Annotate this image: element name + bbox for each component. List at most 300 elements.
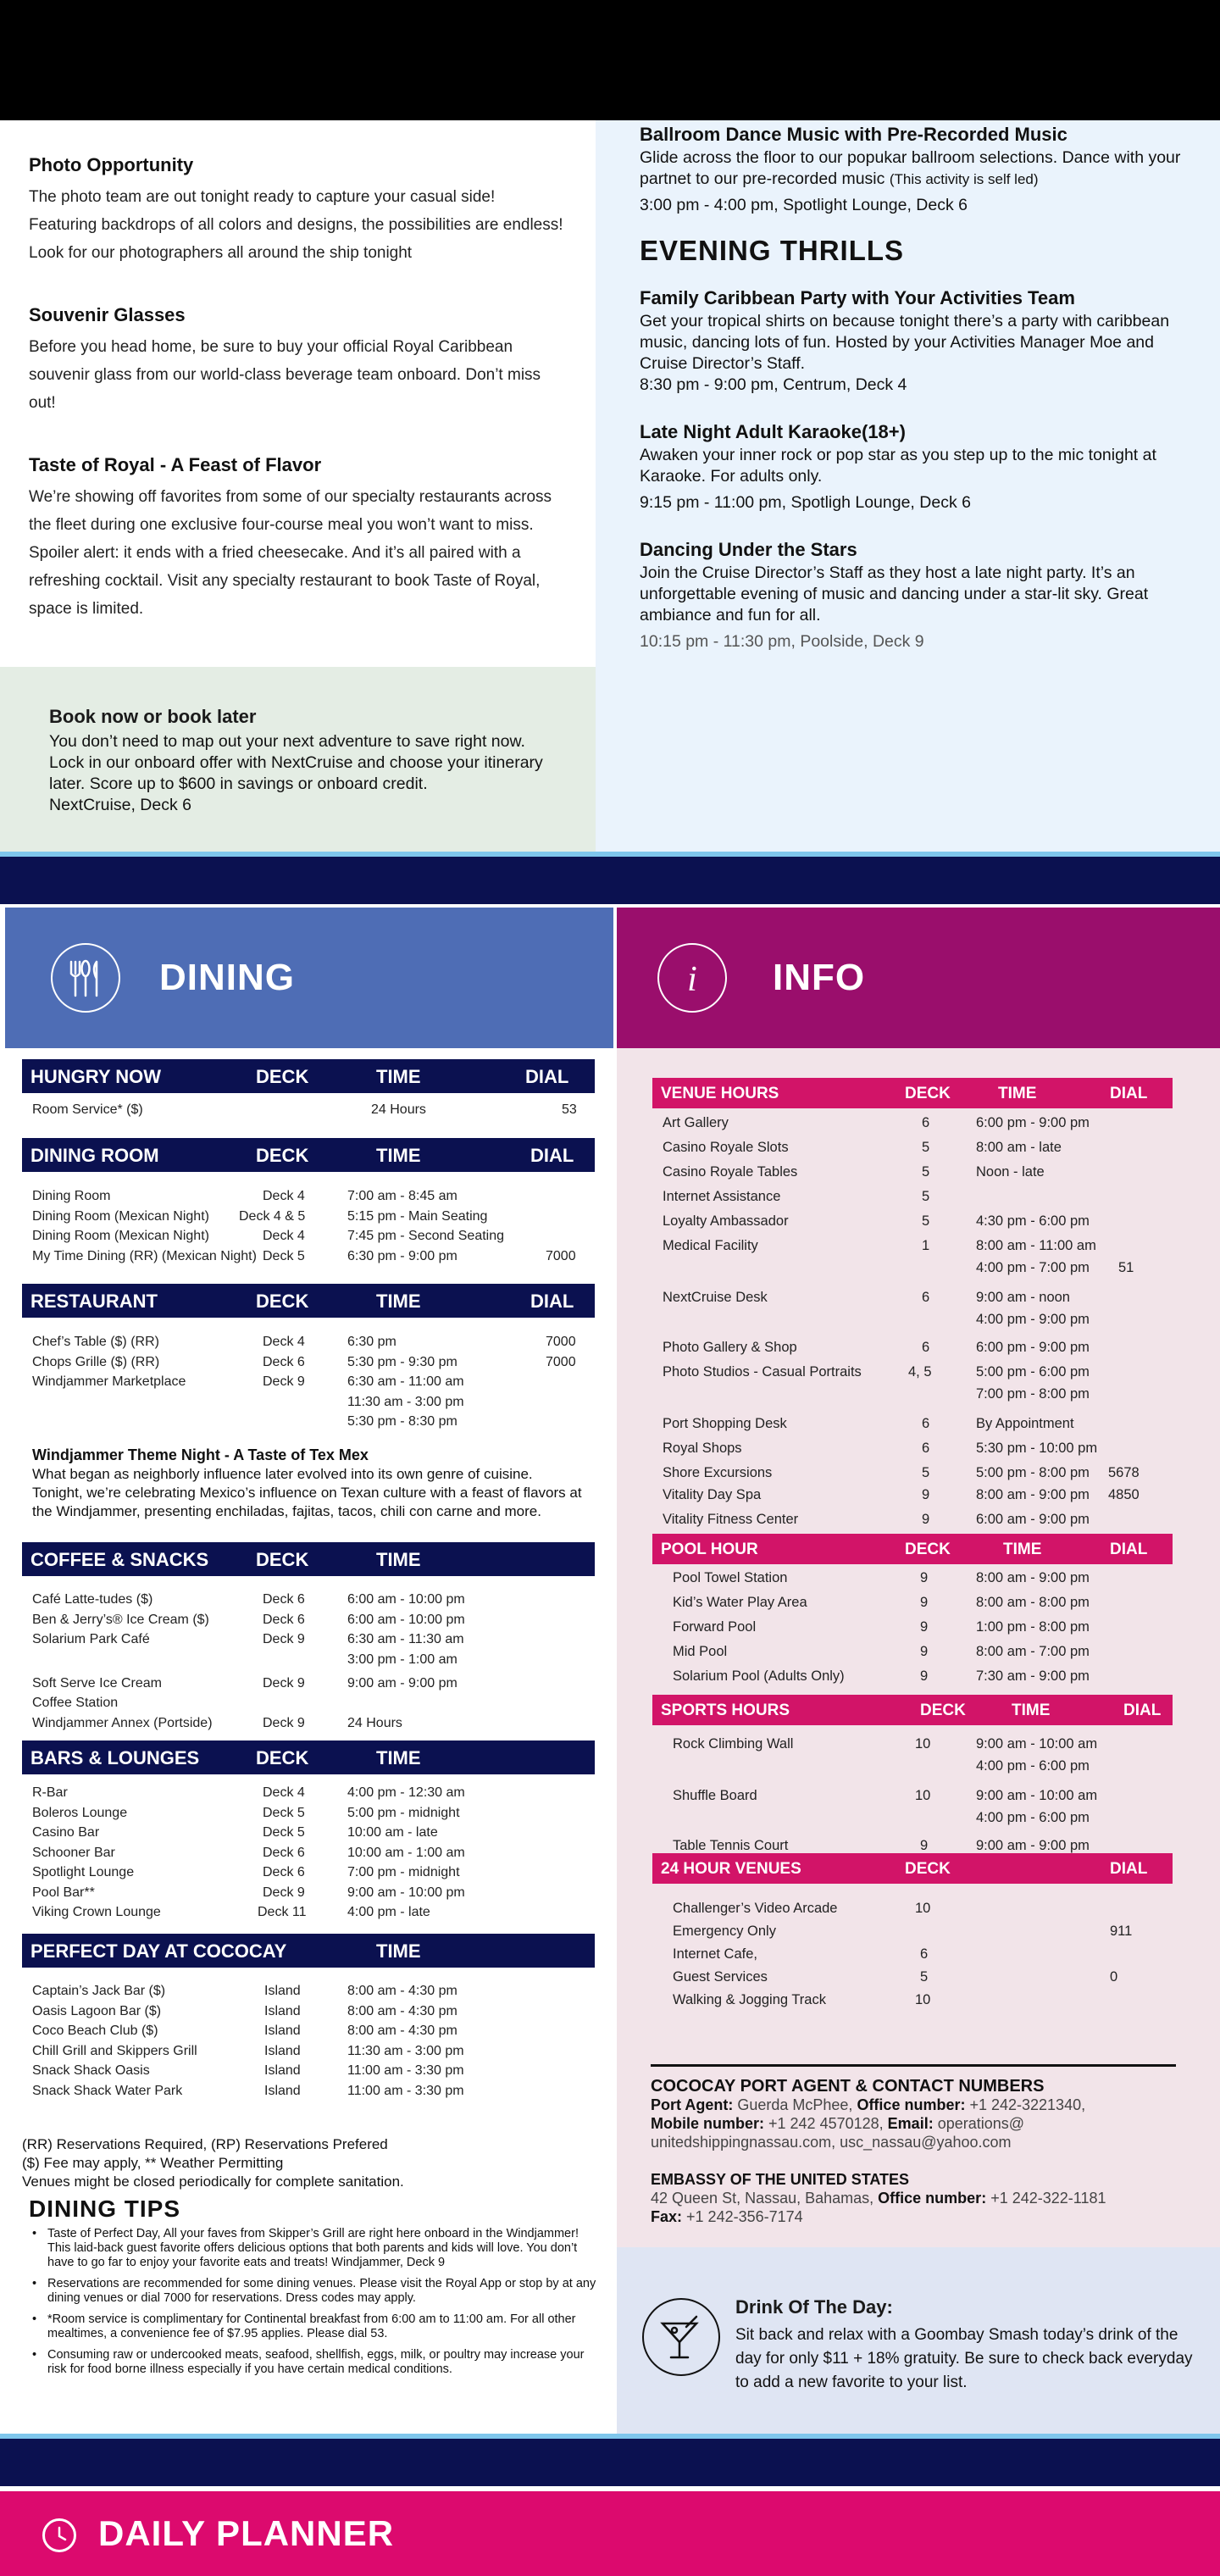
table-cell: 5:00 pm - 6:00 pm <box>976 1364 1090 1380</box>
table-cell: DECK <box>256 1066 309 1087</box>
table-row <box>32 2081 591 2101</box>
table-cell: Viking Crown Lounge <box>32 1905 161 1919</box>
table-row <box>32 1783 591 1803</box>
navy-band <box>0 857 1220 904</box>
table-cell: 4:00 pm - 7:00 pm <box>976 1260 1090 1275</box>
table-cell: Rock Climbing Wall <box>673 1736 794 1752</box>
table-row <box>32 1883 591 1903</box>
event-text: Awaken your inner rock or pop star as you step up to the mic tonight at Karaoke. For adults only. <box>640 446 1156 486</box>
table-row <box>673 1732 1173 1754</box>
table-cell: 8:00 am - late <box>976 1140 1062 1155</box>
table-cell: Oasis Lagoon Bar ($) <box>32 2003 162 2018</box>
svg-text:i: i <box>687 960 697 999</box>
table-cell: 7:45 pm - Second Seating <box>347 1229 505 1243</box>
table-row <box>32 1650 591 1674</box>
table-cell: TIME <box>376 1940 421 1962</box>
table-cell: 4:30 pm - 6:00 pm <box>976 1213 1090 1229</box>
daily-planner-band <box>0 2491 1220 2576</box>
footnote: (RR) Reservations Required, (RP) Reservations Prefered <box>22 2136 388 2152</box>
table-cell: Snack Shack Oasis <box>32 2063 150 2078</box>
table-cell: 5 <box>922 1164 930 1180</box>
table-cell: Table Tennis Court <box>673 1838 789 1853</box>
table-cell: DIAL <box>530 1291 574 1312</box>
table-cell: 5:15 pm - Main Seating <box>347 1208 488 1224</box>
table-cell: 9 <box>920 1838 929 1853</box>
table-cell: 5:30 pm - 10:00 pm <box>976 1441 1098 1456</box>
ballroom-title: Ballroom Dance Music with Pre-Recorded Music <box>640 124 1068 145</box>
pool-hour-rows <box>673 1566 1173 1689</box>
table-cell: Port Shopping Desk <box>663 1416 787 1431</box>
event-meta: 10:15 pm - 11:30 pm, Poolside, Deck 9 <box>640 632 924 651</box>
table-cell: 4:00 pm - 12:30 am <box>347 1785 465 1800</box>
table-cell: SPORTS HOURS <box>661 1702 790 1719</box>
table-row <box>663 1256 1171 1285</box>
tip-item: • Reservations are recommended for some dining venues. Please visit the Royal App or stop by at any dining venues or dial 7000 for reservations. Dress codes may apply. <box>29 2277 596 2306</box>
table-cell: 5678 <box>1108 1465 1140 1480</box>
ballroom-meta: 3:00 pm - 4:00 pm, Spotlight Lounge, Deck 6 <box>640 196 968 214</box>
contact-rule <box>651 2064 1176 2067</box>
table-cell: 6 <box>922 1290 930 1305</box>
table-row <box>663 1483 1171 1507</box>
dining-title: DINING <box>159 957 295 998</box>
table-cell: TIME <box>998 1085 1037 1102</box>
table-cell: Internet Cafe, <box>673 1946 757 1962</box>
table-cell: Coffee Station <box>32 1696 119 1710</box>
activity-text: Before you head home, be sure to buy your official Royal Caribbean souvenir glass from our world-class beverage team onboard. Don’t miss out! <box>29 338 541 412</box>
table-cell: 0 <box>1110 1969 1118 1985</box>
book-now-title: Book now or book later <box>49 706 257 727</box>
fork-knife-icon <box>51 943 120 1013</box>
table-cell: Chops Grille ($) (RR) <box>32 1354 160 1369</box>
embassy-title: EMBASSY OF THE UNITED STATES <box>651 2171 910 2188</box>
table-cell: 10 <box>915 1992 931 2007</box>
table-row <box>32 2041 591 2062</box>
table-cell: HUNGRY NOW <box>30 1066 161 1087</box>
table-cell: 7:00 pm - midnight <box>347 1865 460 1879</box>
book-now-text: You don’t need to map out your next adventure to save right now. Lock in our onboard offer with NextCruise and choose your itinerary later. Score up to $600 in savings or onboard credit. <box>49 732 543 793</box>
table-cell: DECK <box>256 1747 309 1768</box>
table-cell: Mid Pool <box>673 1644 728 1659</box>
table-row <box>32 1372 591 1392</box>
table-row <box>32 1610 591 1630</box>
table-cell: Medical Facility <box>663 1238 758 1253</box>
table-cell: Deck 6 <box>263 1592 305 1607</box>
table-cell: Pool Towel Station <box>673 1570 788 1585</box>
table-cell: DIAL <box>1110 1085 1148 1102</box>
table-cell: 6 <box>922 1115 930 1130</box>
dining-room-rows <box>32 1186 591 1266</box>
table-row <box>673 1784 1173 1806</box>
table-row <box>663 1135 1171 1160</box>
table-cell: Island <box>264 2083 301 2098</box>
footnote: Venues might be closed periodically for complete sanitation. <box>22 2174 404 2190</box>
table-cell: 4:00 pm - 9:00 pm <box>976 1312 1090 1327</box>
table-row <box>32 1226 591 1246</box>
table-cell: 8:00 am - 11:00 am <box>976 1238 1096 1253</box>
table-row <box>32 1823 591 1843</box>
table-cell: Snack Shack Water Park <box>32 2083 183 2098</box>
table-row <box>32 1803 591 1824</box>
table-cell: Island <box>264 2003 301 2018</box>
table-row <box>663 1307 1171 1335</box>
table-cell: 5 <box>922 1213 930 1229</box>
table-cell: 5 <box>922 1140 930 1155</box>
dining-footnotes <box>22 2135 581 2191</box>
table-cell: 9 <box>920 1595 929 1610</box>
table-row <box>32 1590 591 1610</box>
table-cell: TIME <box>376 1066 421 1087</box>
contact-title: COCOCAY PORT AGENT & CONTACT NUMBERS <box>651 2077 1045 2096</box>
table-row <box>673 1640 1173 1664</box>
table-row <box>673 1664 1173 1689</box>
table-cell: Island <box>264 2024 301 2038</box>
event-title: Late Night Adult Karaoke(18+) <box>640 421 906 442</box>
table-cell: 6:00 pm - 9:00 pm <box>976 1115 1090 1130</box>
table-cell: DIAL <box>1110 1860 1148 1878</box>
table-cell: 5 <box>922 1189 930 1204</box>
table-cell: 9:00 am - 9:00 pm <box>976 1838 1090 1853</box>
table-cell: 6:00 am - 10:00 pm <box>347 1612 465 1627</box>
coffee-snacks-header <box>22 1542 595 1576</box>
port-agent-line: Port Agent: Guerda McPhee, Office number: +1 242-3221340, <box>651 2096 1086 2113</box>
table-cell: 24 Hours <box>347 1715 402 1730</box>
table-row <box>32 1713 591 1734</box>
table-cell: 11:00 am - 3:30 pm <box>347 2083 464 2098</box>
table-cell: 6:30 am - 11:30 am <box>347 1632 464 1646</box>
bars-lounges-header <box>22 1740 595 1774</box>
table-cell: Challenger’s Video Arcade <box>673 1901 838 1916</box>
table-cell: BARS & LOUNGES <box>30 1747 200 1768</box>
table-cell: 5:00 pm - midnight <box>347 1805 460 1820</box>
table-cell: Vitality Fitness Center <box>663 1512 799 1527</box>
table-row <box>673 1566 1173 1591</box>
pool-hour-header <box>652 1534 1173 1564</box>
table-row <box>32 1246 591 1267</box>
table-cell: Café Latte-tudes ($) <box>32 1592 153 1607</box>
table-cell: Coco Beach Club ($) <box>32 2024 158 2038</box>
table-row <box>32 1981 591 2001</box>
table-cell: Vitality Day Spa <box>663 1487 762 1502</box>
table-cell: Deck 9 <box>263 1885 305 1900</box>
restaurant-rows <box>32 1332 591 1432</box>
tip-item: • *Room service is complimentary for Continental breakfast from 6:00 am to 11:00 am. For all other mealtimes, a convenience fee of $7.95 applies. Please dial 53. <box>29 2312 596 2341</box>
table-cell: Photo Gallery & Shop <box>663 1340 797 1355</box>
cococay-header <box>22 1934 595 1968</box>
evening-thrills-heading: EVENING THRILLS <box>640 235 905 266</box>
table-cell: Deck 6 <box>263 1612 305 1627</box>
table-cell: Casino Royale Tables <box>663 1164 798 1180</box>
table-cell: DINING ROOM <box>30 1145 159 1166</box>
table-row <box>32 1100 591 1120</box>
embassy-address: 42 Queen St, Nassau, Bahamas, Office number: +1 242-322-1181 <box>651 2190 1106 2207</box>
table-cell: Boleros Lounge <box>32 1805 128 1820</box>
activity-text: We’re showing off favorites from some of our specialty restaurants across the fleet during one exclusive four-course meal you won’t want to miss. Spoiler alert: it ends with a fried cheesecake. And it’s all paired with a refreshing cocktail. Visit any specialty restaurant to book Taste of Royal, space is limited. <box>29 488 552 618</box>
table-cell: POOL HOUR <box>661 1541 758 1558</box>
table-cell: 7000 <box>546 1335 576 1349</box>
event-item <box>640 421 1183 514</box>
table-row <box>32 1207 591 1227</box>
table-cell: TIME <box>376 1145 421 1166</box>
table-row <box>663 1507 1171 1532</box>
table-row <box>663 1382 1171 1412</box>
restaurant-header <box>22 1284 595 1318</box>
table-cell: 4, 5 <box>908 1364 932 1380</box>
table-row <box>673 1754 1173 1784</box>
table-cell: Forward Pool <box>673 1619 757 1635</box>
table-cell: 5:00 pm - 8:00 pm <box>976 1465 1090 1480</box>
table-cell: Island <box>264 2063 301 2078</box>
table-cell: 911 <box>1110 1924 1133 1939</box>
table-cell: 8:00 am - 4:30 pm <box>347 2024 458 2038</box>
table-cell: 6 <box>922 1340 930 1355</box>
table-cell: Deck 6 <box>263 1845 305 1860</box>
table-row <box>663 1412 1171 1436</box>
table-cell: Deck 9 <box>263 1632 305 1646</box>
table-row <box>673 1988 1173 2011</box>
table-cell: Shore Excursions <box>663 1465 773 1480</box>
dining-room-header <box>22 1138 595 1172</box>
table-row <box>32 1629 591 1650</box>
table-cell: R-Bar <box>32 1785 68 1800</box>
table-row <box>663 1360 1171 1382</box>
table-cell: 11:30 am - 3:00 pm <box>347 2043 464 2058</box>
table-cell: Solarium Park Café <box>32 1632 150 1646</box>
table-cell: 6 <box>920 1946 929 1962</box>
theme-night-text: What began as neighborly influence later evolved into its own genre of cuisine. Tonight, we’re celebrating Mexico’s influence on Texan culture with a feast of flavors at the Windjammer, presenting enchiladas, fajitas, tacos, chili con carne and more. <box>32 1466 582 1519</box>
table-cell: Deck 4 <box>263 1229 305 1243</box>
table-cell: Solarium Pool (Adults Only) <box>673 1668 845 1684</box>
email-line: unitedshippingnassau.com, usc_nassau@yahoo.com <box>651 2134 1012 2151</box>
table-cell: TIME <box>376 1549 421 1570</box>
table-row <box>32 1843 591 1863</box>
table-cell: Internet Assistance <box>663 1189 781 1204</box>
table-cell: Chill Grill and Skippers Grill <box>32 2043 197 2058</box>
table-cell: Casino Royale Slots <box>663 1140 789 1155</box>
table-cell: Walking & Jogging Track <box>673 1992 826 2007</box>
cocktail-icon <box>642 2298 720 2376</box>
table-cell: Ben & Jerry’s® Ice Cream ($) <box>32 1612 209 1627</box>
table-row <box>32 1352 591 1373</box>
table-cell: 9 <box>920 1644 929 1659</box>
table-cell: Dining Room <box>32 1189 111 1203</box>
table-cell: Chef’s Table ($) (RR) <box>32 1335 159 1349</box>
table-cell: DECK <box>920 1702 966 1719</box>
table-cell: 8:00 am - 4:30 pm <box>347 2003 458 2018</box>
table-cell: 6:00 am - 9:00 pm <box>976 1512 1090 1527</box>
event-item <box>640 539 1183 652</box>
table-cell: Emergency Only <box>673 1924 776 1939</box>
table-cell: PERFECT DAY AT COCOCAY <box>30 1940 287 1962</box>
table-row <box>32 1902 591 1923</box>
table-cell: Deck 6 <box>263 1354 305 1369</box>
table-cell: Dining Room (Mexican Night) <box>32 1229 209 1243</box>
table-cell: Photo Studios - Casual Portraits <box>663 1364 862 1380</box>
table-cell: 10:00 am - late <box>347 1825 438 1840</box>
event-item <box>640 287 1183 396</box>
table-cell: DIAL <box>1123 1702 1162 1719</box>
table-cell: Room Service* ($) <box>32 1102 143 1117</box>
table-row <box>663 1185 1171 1209</box>
table-cell: Captain’s Jack Bar ($) <box>32 1984 166 1998</box>
table-cell: 10 <box>915 1901 931 1916</box>
table-row <box>663 1335 1171 1360</box>
table-cell: TIME <box>1003 1541 1042 1558</box>
ballroom-text: Glide across the floor to our popukar ballroom selections. Dance with your partnet to our pre-recorded music (This activity is self led) <box>640 148 1181 188</box>
table-cell: Deck 4 <box>263 1785 305 1800</box>
table-cell: Deck 9 <box>263 1675 305 1690</box>
book-now-panel <box>0 667 596 852</box>
table-cell: 6 <box>922 1416 930 1431</box>
table-cell: My Time Dining (RR) (Mexican Night) <box>32 1248 257 1263</box>
table-cell: 4:00 pm - late <box>347 1905 430 1919</box>
table-cell: Pool Bar** <box>32 1885 95 1900</box>
table-cell: 9 <box>922 1512 930 1527</box>
table-cell: 10 <box>915 1736 931 1752</box>
table-cell: Deck 4 <box>263 1335 305 1349</box>
table-row <box>32 2061 591 2081</box>
table-cell: Schooner Bar <box>32 1845 115 1860</box>
table-cell: DECK <box>905 1541 951 1558</box>
sports-hours-header <box>652 1695 1173 1725</box>
table-cell: 6:00 am - 10:00 pm <box>347 1592 465 1607</box>
table-row <box>32 1863 591 1883</box>
table-cell: Royal Shops <box>663 1441 742 1456</box>
table-cell: 3:00 pm - 1:00 am <box>347 1652 458 1667</box>
table-cell: 8:00 am - 7:00 pm <box>976 1644 1090 1659</box>
dining-tips-title: DINING TIPS <box>29 2196 181 2222</box>
table-cell: 9 <box>920 1570 929 1585</box>
evening-panel <box>596 120 1220 852</box>
table-row <box>32 2001 591 2022</box>
table-cell: 8:00 am - 8:00 pm <box>976 1595 1090 1610</box>
activity-title: Souvenir Glasses <box>29 304 186 325</box>
table-row <box>32 1332 591 1352</box>
table-cell: DECK <box>256 1291 309 1312</box>
left-activities <box>0 120 596 667</box>
table-cell: 5 <box>922 1465 930 1480</box>
venue-hours-header <box>652 1078 1173 1108</box>
sports-hours-rows <box>673 1732 1173 1858</box>
table-row <box>663 1436 1171 1461</box>
table-cell: 10 <box>915 1788 931 1803</box>
table-cell: Dining Room (Mexican Night) <box>32 1208 209 1224</box>
cococay-rows <box>32 1981 591 2101</box>
table-cell: 53 <box>562 1102 577 1117</box>
drink-title: Drink Of The Day: <box>735 2296 893 2318</box>
table-cell: 9 <box>920 1668 929 1684</box>
table-cell: 9:00 am - 10:00 am <box>976 1788 1098 1803</box>
table-cell: DECK <box>905 1860 951 1878</box>
activity-title: Photo Opportunity <box>29 154 194 175</box>
table-cell: DECK <box>905 1085 951 1102</box>
contact-numbers <box>651 2064 1176 2226</box>
table-row <box>663 1111 1171 1135</box>
24-hour-venues-rows <box>673 1896 1173 2011</box>
table-cell: 8:00 am - 4:30 pm <box>347 1984 458 1998</box>
table-row <box>663 1160 1171 1185</box>
activity-item <box>29 304 567 417</box>
table-row <box>32 1186 591 1207</box>
activity-title: Taste of Royal - A Feast of Flavor <box>29 454 322 475</box>
table-cell: 9:00 am - 9:00 pm <box>347 1675 458 1690</box>
table-cell: 6:30 am - 11:00 am <box>347 1374 464 1389</box>
table-cell: By Appointment <box>976 1416 1074 1431</box>
table-cell: 4:00 pm - 6:00 pm <box>976 1810 1090 1825</box>
dining-tips <box>29 2196 596 2384</box>
theme-night-title: Windjammer Theme Night - A Taste of Tex Mex <box>32 1446 369 1463</box>
table-cell: Kid’s Water Play Area <box>673 1595 807 1610</box>
event-meta: 8:30 pm - 9:00 pm, Centrum, Deck 4 <box>640 375 907 394</box>
table-cell: 9:00 am - 10:00 pm <box>347 1885 465 1900</box>
clock-icon <box>42 2518 76 2552</box>
table-cell: Deck 4 & 5 <box>239 1208 306 1224</box>
table-cell: Deck 11 <box>258 1905 307 1919</box>
table-cell: Deck 5 <box>263 1805 305 1820</box>
table-cell: Shuffle Board <box>673 1788 757 1803</box>
info-title: INFO <box>773 957 866 998</box>
table-cell: RESTAURANT <box>30 1291 158 1312</box>
tip-item: • Taste of Perfect Day, All your faves from Skipper’s Grill are right here onboard in the Windjammer! This laid-back guest favorite offers delicious options that both parents and kids will love. You don’t have to go far to enjoy your favorite eats and treats! Windjammer, Deck 9 <box>29 2227 596 2270</box>
table-cell: Art Gallery <box>663 1115 729 1130</box>
table-cell: 11:30 am - 3:00 pm <box>347 1394 464 1409</box>
table-row <box>673 1919 1173 1942</box>
hungry-now-rows <box>32 1100 591 1120</box>
table-cell: Windjammer Annex (Portside) <box>32 1715 213 1730</box>
table-cell: 9 <box>920 1619 929 1635</box>
table-cell: Deck 5 <box>263 1248 305 1263</box>
table-cell: Deck 6 <box>263 1865 305 1879</box>
bars-lounges-rows <box>32 1783 591 1923</box>
activity-item <box>29 154 567 267</box>
dining-header <box>5 908 613 1048</box>
table-row <box>673 1965 1173 1988</box>
table-row <box>663 1461 1171 1483</box>
table-cell: 9 <box>922 1487 930 1502</box>
table-cell: 8:00 am - 9:00 pm <box>976 1487 1090 1502</box>
table-cell: DIAL <box>530 1145 574 1166</box>
table-cell: 11:00 am - 3:30 pm <box>347 2063 464 2078</box>
event-meta: 9:15 pm - 11:00 pm, Spotligh Lounge, Deck 6 <box>640 493 971 512</box>
event-title: Family Caribbean Party with Your Activities Team <box>640 287 1075 308</box>
table-cell: Deck 9 <box>263 1374 305 1389</box>
table-row <box>32 1392 591 1413</box>
table-cell: 4:00 pm - 6:00 pm <box>976 1758 1090 1774</box>
top-black-band <box>0 0 1220 120</box>
table-cell: Loyalty Ambassador <box>663 1213 789 1229</box>
table-row <box>673 1806 1173 1834</box>
activity-text: The photo team are out tonight ready to capture your casual side! Featuring backdrops of all colors and designs, the possibilities are endless! Look for our photographers all around the ship tonight <box>29 188 563 262</box>
table-cell: VENUE HOURS <box>661 1085 779 1102</box>
event-text: Get your tropical shirts on because tonight there’s a party with caribbean music, dancing lots of fun. Hosted by your Activities Manager Moe and Cruise Director’s Staff. <box>640 312 1170 373</box>
table-cell: Deck 9 <box>263 1715 305 1730</box>
table-cell: DIAL <box>525 1066 569 1087</box>
table-cell: 9:00 am - 10:00 am <box>976 1736 1098 1752</box>
table-cell: 6:00 pm - 9:00 pm <box>976 1340 1090 1355</box>
fax-line: Fax: +1 242-356-7174 <box>651 2208 803 2225</box>
table-cell: 4850 <box>1108 1487 1140 1502</box>
table-row <box>673 1591 1173 1615</box>
table-cell: Casino Bar <box>32 1825 100 1840</box>
drink-text: Sit back and relax with a Goombay Smash today’s drink of the day for only $11 + 18% gratuity. Be sure to check back everyday to add a new favorite to your list. <box>735 2326 1193 2391</box>
event-text: Join the Cruise Director’s Staff as they host a late night party. It’s an unforgettable evening of music and dancing under a star-lit sky. Great ambiance and fun for all. <box>640 564 1149 625</box>
table-row <box>32 2021 591 2041</box>
table-row <box>673 1896 1173 1919</box>
table-cell: NextCruise Desk <box>663 1290 768 1305</box>
table-row <box>673 1615 1173 1640</box>
hungry-now-header <box>22 1059 595 1093</box>
table-cell: Guest Services <box>673 1969 768 1985</box>
table-cell: Noon - late <box>976 1164 1045 1180</box>
